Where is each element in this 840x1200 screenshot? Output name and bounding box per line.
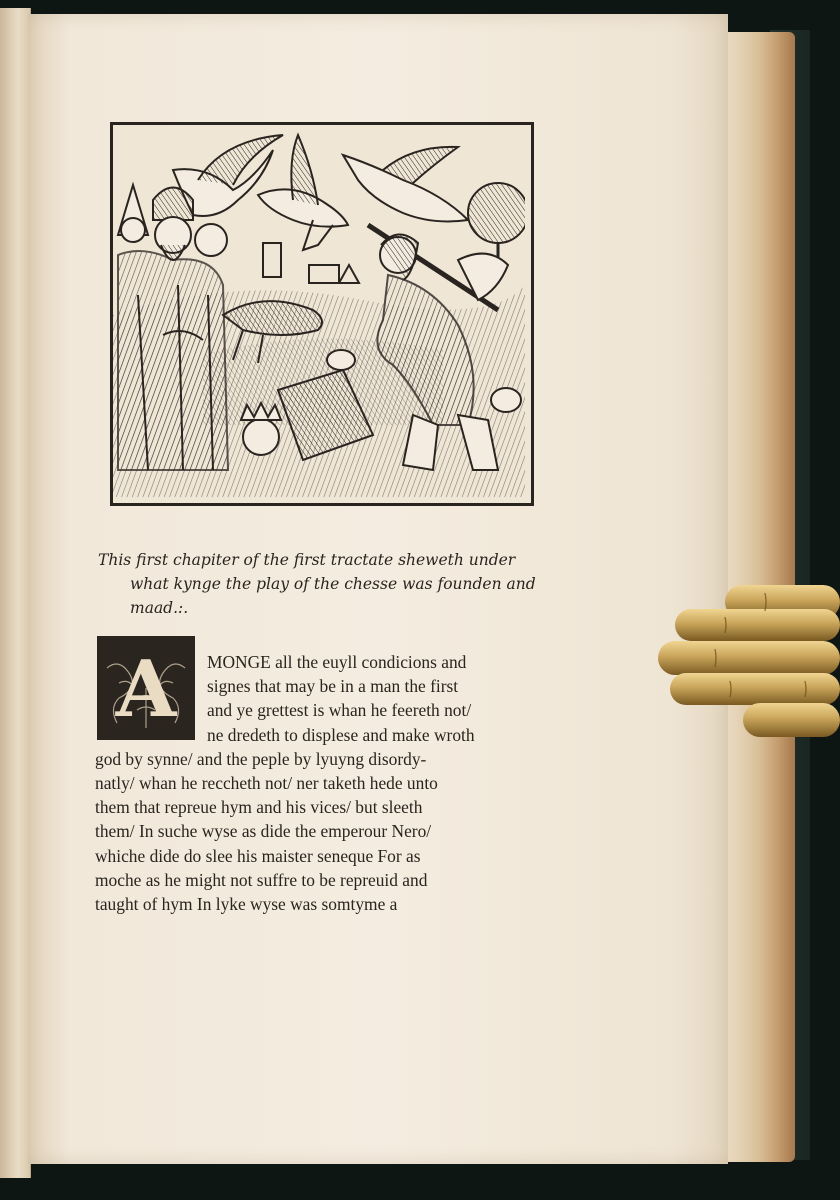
caption-line: what kynge the play of the chesse was founden and	[130, 575, 536, 593]
left-page-edge	[0, 8, 31, 1178]
body-line: and ye grettest is whan he feereth not/	[207, 700, 472, 721]
chapter-caption	[98, 548, 538, 620]
crowned-head	[241, 403, 281, 455]
body-line: god by synne/ and the peple by lyuyng disordy-	[95, 748, 427, 769]
caption-line: This first chapiter of the first tractate sheweth under	[98, 551, 516, 569]
body-line: them that repreue hym and his vices/ but sleeth	[95, 797, 423, 818]
caption-line: maad.:.	[130, 599, 189, 617]
body-line: signes that may be in a man the first	[207, 676, 459, 697]
drop-cap-letter: A	[115, 644, 177, 735]
body-line: moche as he might not suffre to be repreuid and	[95, 869, 428, 890]
onlookers-group	[118, 185, 228, 470]
body-line: whiche dide do slee his maister seneque For as	[95, 845, 421, 866]
body-text	[95, 650, 527, 916]
woodcut-illustration	[110, 122, 534, 506]
body-line: them/ In suche wyse as dide the emperour Nero/	[95, 821, 432, 842]
brass-hand-bookholder	[655, 585, 840, 745]
body-line: taught of hym In lyke wyse was somtyme a	[95, 893, 398, 914]
body-line: MONGE all the euyll condicions and	[207, 652, 467, 672]
body-line: ne dredeth to displese and make wroth	[207, 724, 475, 745]
body-line: natly/ whan he reccheth not/ ner taketh hede unto	[95, 772, 438, 793]
